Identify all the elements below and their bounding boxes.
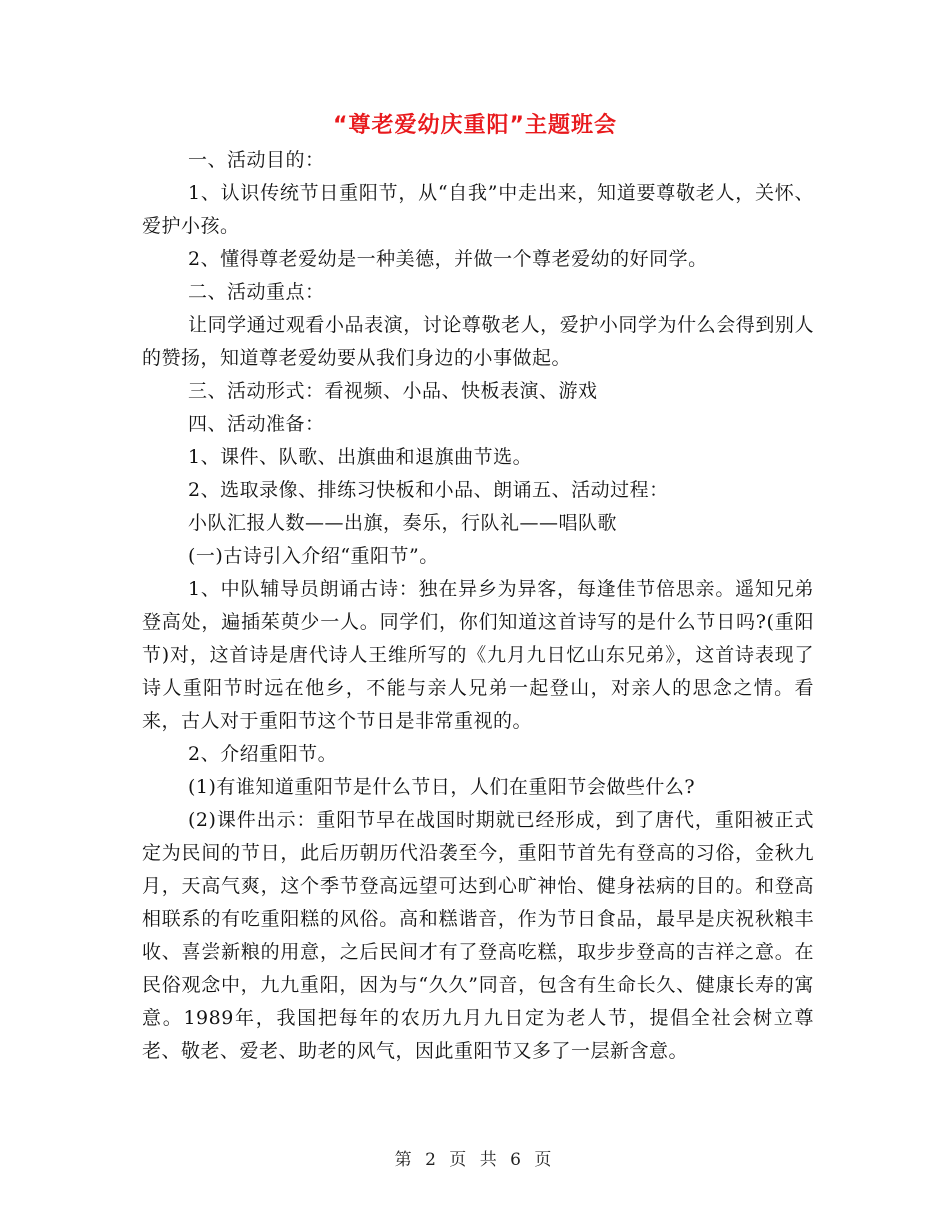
- paragraph-heading-format: 三、活动形式：看视频、小品、快板表演、游戏: [188, 380, 598, 402]
- document-title: “尊老爱幼庆重阳”主题班会: [333, 113, 617, 138]
- paragraph-team-report: 小队汇报人数——出旗，奏乐，行队礼——唱队歌: [188, 512, 618, 534]
- paragraph-prep-1: 1、课件、队歌、出旗曲和退旗曲节选。: [188, 446, 533, 468]
- paragraph-focus: 让同学通过观看小品表演，讨论尊敬老人，爱护小同学为什么会得到别人的赞扬，知道尊老爱幼要从我们身边的小事做起。: [142, 314, 814, 369]
- paragraph-purpose-2: 2、懂得尊老爱幼是一种美德，并做一个尊老爱幼的好同学。: [188, 248, 708, 270]
- paragraph-prep-2: 2、选取录像、排练习快板和小品、朗诵五、活动过程：: [188, 479, 669, 501]
- paragraph-intro-festival: 2、介绍重阳节。: [188, 743, 338, 765]
- document-body: [142, 144, 814, 1068]
- paragraph-purpose-1: 1、认识传统节日重阳节，从“自我”中走出来，知道要尊敬老人，关怀、爱护小孩。: [142, 182, 814, 237]
- paragraph-heading-focus: 二、活动重点：: [188, 281, 325, 303]
- paragraph-heading-purpose: 一、活动目的：: [188, 149, 325, 171]
- paragraph-question: (1)有谁知道重阳节是什么节日，人们在重阳节会做些什么?: [188, 776, 696, 798]
- paragraph-section-poem: (一)古诗引入介绍“重阳节”。: [188, 545, 439, 567]
- paragraph-heading-prep: 四、活动准备：: [188, 413, 325, 435]
- page-number-footer: 第 2 页 共 6 页: [394, 1150, 556, 1170]
- paragraph-poem: 1、中队辅导员朗诵古诗：独在异乡为异客，每逢佳节倍思亲。遥知兄弟登高处，遍插茱萸少一人。同学们，你们知道这首诗写的是什么节日吗?(重阳节)对，这首诗是唐代诗人王维所写的《九月九日忆山东兄弟》，这首诗表现了诗人重阳节时远在他乡，不能与亲人兄弟一起登山，对亲人的思念之情。看来，古人对于重阳节这个节日是非常重视的。: [142, 578, 814, 732]
- paragraph-courseware: (2)课件出示：重阳节早在战国时期就已经形成，到了唐代，重阳被正式定为民间的节日，此后历朝历代沿袭至今，重阳节首先有登高的习俗，金秋九月，天高气爽，这个季节登高远望可达到心旷神怡、健身祛病的目的。和登高相联系的有吃重阳糕的风俗。高和糕谐音，作为节日食品，最早是庆祝秋粮丰收、喜尝新粮的用意，之后民间才有了登高吃糕，取步步登高的吉祥之意。在民俗观念中，九九重阳，因为与“久久”同音，包含有生命长久、健康长寿的寓意。1989年，我国把每年的农历九月九日定为老人节，提倡全社会树立尊老、敬老、爱老、助老的风气，因此重阳节又多了一层新含意。: [142, 809, 814, 1062]
